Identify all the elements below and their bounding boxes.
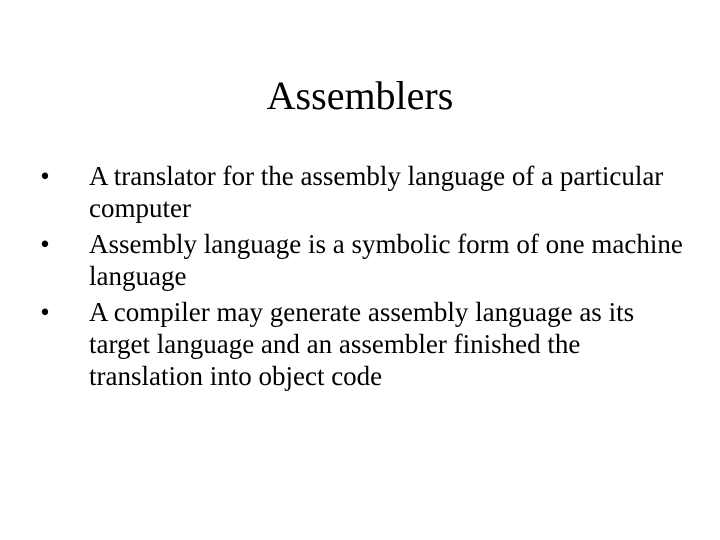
bullet-text: Assembly language is a symbolic form of one machine language xyxy=(89,229,683,291)
bullet-dot-icon: • xyxy=(40,161,50,191)
slide-title: Assemblers xyxy=(266,73,454,118)
bullet-item xyxy=(30,228,690,292)
bullet-item xyxy=(30,296,690,392)
bullet-item xyxy=(30,160,690,224)
bullet-text: A compiler may generate assembly language as its target language and an assembler finished the translation into object code xyxy=(89,297,635,391)
bullet-dot-icon: • xyxy=(40,229,50,259)
bullet-list xyxy=(30,160,690,396)
bullet-text: A translator for the assembly language of a particular computer xyxy=(89,161,664,223)
bullet-dot-icon: • xyxy=(40,297,50,327)
